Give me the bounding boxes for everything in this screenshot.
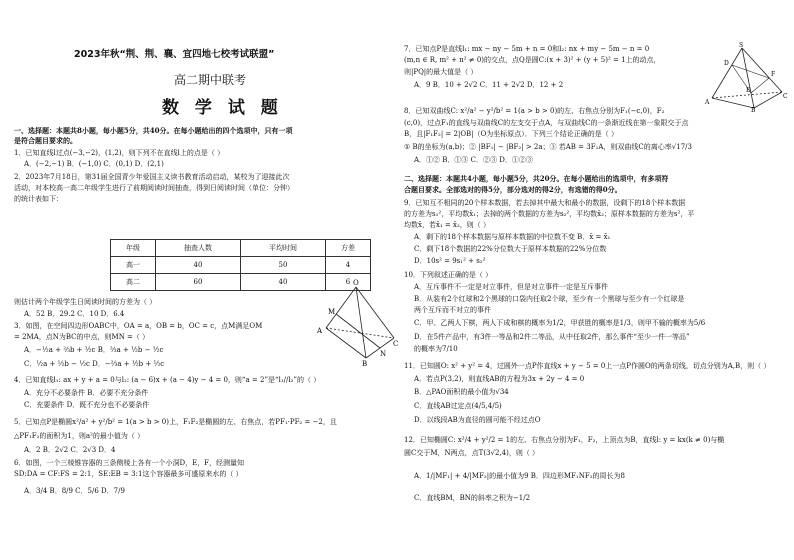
question-3: 3．如图，在空间四边形OABC中，OA = a，OB = b，OC = c，点M满足OM (14, 322, 263, 330)
question-10-option-a: A．互斥事件不一定是对立事件，但是对立事件一定是互斥事件 (414, 283, 609, 291)
question-12-option-c: C．直线BM，BN的斜率之积为−1/2 (414, 494, 531, 502)
question-11-option-d: D．以线段AB为直径的圆可能不经过点O (414, 416, 541, 424)
question-3-options-ab: A．−½a + ⅔b + ½c B．⅔a + ½b − ½c (24, 346, 164, 354)
edge-ob (356, 287, 366, 358)
fig-label: D (724, 60, 729, 67)
question-7-ask: 则|PQ|的最大值是（ ） (404, 68, 478, 76)
question-11-option-b: B．△PAO面积的最小值为√34 (414, 388, 509, 396)
question-9-cont2: 均数x̄，若x̄₁ = x̄₂，则（ ） (404, 221, 490, 229)
table-cell: 高二 (111, 274, 156, 291)
edge-ab (712, 98, 754, 108)
question-3-options-cd: C．½a + ½b − ½c D．−⅔a + ½b + ½c (24, 360, 165, 368)
table-cell: 高一 (111, 257, 156, 274)
question-1: 1．已知直线l过点(−3,−2)，(1,2)，则下列不在直线l上的点是（ ） (14, 149, 225, 157)
edge-sc (742, 48, 782, 92)
question-10-option-d-cont: 的概率为7/10 (414, 345, 458, 353)
question-9-option-c: C．剩下18个数据的22%分位数大于原样本数据的22%分位数 (414, 245, 607, 253)
question-12: 12．已知椭圆C: x²/4 + y²/2 = 1的左、右焦点分别为F₁，F₂，上顶点为B，直线l: y = kx(k ≠ 0)与椭 (404, 436, 725, 444)
table-cell: 4 (326, 257, 371, 274)
question-6: 6．如图，一个三棱锥容器的三条侧棱上各有一个小洞D，E，F，经测量知 (14, 459, 245, 467)
table-row (111, 257, 371, 274)
left-column (14, 0, 399, 560)
question-11-option-c: C．直线AB过定点(4/5,4/5) (414, 402, 502, 410)
question-2-cont: 活动，对本校高一高二年级学生进行了前期阅读时间抽查，得到日阅读时间（单位：分钟） (14, 184, 294, 192)
question-4-options-cd: C．充要条件 D．既不充分也不必要条件 (24, 401, 150, 409)
right-column (404, 0, 789, 560)
fig-label: S (739, 42, 744, 49)
exam-name: 高二期中联考 (174, 73, 247, 87)
fig-label: A (705, 99, 710, 106)
question-10-option-b: B．从装有2个红球和2个黑球的口袋内任取2个球，至少有一个黑球与至少有一个红球是 (414, 295, 685, 303)
question-9-cont: 的方差为s₁²，平均数x̄₁；去掉的两个数据的方差为s₂²，平均数x̄₂；原样本数据的方差为s²，平 (404, 210, 695, 218)
question-7-cont: (m,n ∈ R, m² + n² ≠ 0)的交点，点Q是圆C:(x + 3)² + (y + 5)² = 1上的动点， (404, 56, 661, 64)
table-cell: 6 (326, 274, 371, 291)
fig-label: C (783, 93, 788, 100)
table-header-row (111, 240, 371, 257)
question-5-options: A．2 B．2√2 C．2√3 D．4 (24, 446, 116, 454)
table-cell: 60 (156, 274, 241, 291)
table-cell: 40 (241, 274, 326, 291)
question-8: 8．已知双曲线C: x²/a² − y²/b² = 1(a > b > 0)的左、右焦点分别为F₁(−c,0)，F₂ (404, 107, 665, 115)
subject-title: 数 学 试 题 (162, 98, 283, 118)
segment-mn (336, 314, 380, 348)
question-3-cont: = 2MA，点N为BC的中点，则MN =（ ） (14, 333, 150, 341)
segment-ef (751, 78, 769, 93)
question-8-cont: (c,0)，过点F₁的直线与双曲线C的左支交于点A，与双曲线C的一条渐近线在第一象限交于点 (404, 119, 689, 127)
table-header: 年级 (111, 240, 156, 257)
question-2-cont2: 的统计表如下： (14, 195, 63, 203)
tetrahedron-figure-sabc (704, 42, 789, 112)
question-9: 9．已知互不相同的20个样本数据，若去掉其中最大和最小的数据，设剩下的18个样本数据 (404, 199, 686, 207)
question-1-options: A．(−2,−1) B．(−1,0) C．(0,1) D．(2,1) (24, 160, 164, 168)
tetrahedron-figure-oabc (314, 278, 399, 366)
question-10-option-c: C．甲、乙两人下棋，两人下成和棋的概率为1/2，甲获胜的概率是1/3，则甲不输的概率为5/6 (414, 319, 706, 327)
table-header: 方差 (326, 240, 371, 257)
table-cell: 50 (241, 257, 326, 274)
table-cell: 40 (156, 257, 241, 274)
question-7-options: A．9 B．10 + 2√2 C．11 + 2√2 D．12 + 2 (414, 81, 564, 89)
question-10-option-b-cont: 两个互斥而不对立的事件 (414, 306, 491, 314)
fig-label: C (393, 340, 399, 348)
question-4-options-ab: A．充分不必要条件 B．必要不充分条件 (24, 389, 149, 397)
question-9-option-d: D．10s² = 9s₁² + s₂² (414, 257, 486, 265)
fig-label: O (353, 279, 359, 287)
question-7: 7．已知点P是直线l₁: mx − ny − 5m + n = 0和l₂: nx + my − 5m − n = 0 (404, 45, 650, 53)
question-6-cont: SD:DA = CF:FS = 2:1，SE:EB = 3:1这个容器最多可盛原来水的（ ） (14, 470, 243, 478)
fig-label: M (328, 308, 336, 316)
question-2-ask: 则估计两个年级学生日阅读时间的方差为（ ） (14, 298, 157, 306)
question-12-cont: 圆C交于M，N两点，点T(3√2,4)，则（ ） (404, 449, 540, 457)
exam-alliance-title: 2023年秋“荆、荆、襄、宜四地七校考试联盟” (74, 49, 275, 60)
table-header: 抽查人数 (156, 240, 241, 257)
edge-oc (356, 287, 394, 338)
fig-label: F (771, 71, 776, 78)
question-5-cont: △PF₁F₂的面积为1，则a²的最小值为（ ） (14, 432, 145, 440)
question-2: 2．2023年7月18日，第31届全国青少年爱国主义读书教育活动启动，某校为了迎接此次 (14, 173, 290, 181)
question-8-options: A．①② B．①③ C．②③ D．①②③ (414, 156, 533, 164)
section-1-heading: 一、选择题：本题共8小题，每小题5分，共40分。在每小题给出的四个选项中，只有一项 (14, 126, 293, 135)
table-header: 平均时间 (241, 240, 326, 257)
question-11-option-a: A．若点P(3,2)，则直线AB的方程为3x + 2y − 4 = 0 (414, 375, 585, 383)
fig-label: E (746, 87, 751, 94)
question-5: 5．已知点P是椭圆x²/a² + y²/b² = 1(a > b > 0)上，F₁F₂是椭圆的左、右焦点，若PF₁·PF₂ = −2，且 (14, 418, 337, 426)
question-11: 11．已知圆O: x² + y² = 4，过圆外一点P作直线x + y − 5 = 0上一点P作圆O的两条切线，切点分别为A,B，则（ ） (404, 362, 771, 370)
section-1-heading-cont: 是符合题目要求的。 (14, 136, 77, 145)
question-10: 10．下列叙述正确的是（ ） (404, 271, 493, 279)
question-6-options: A．3/4 B．8/9 C．5/6 D．7/9 (24, 487, 125, 495)
question-4: 4．已知直线l₁: ax + y + a = 0与l₂: (a − 6)x + (a − 4)y − 4 = 0，则“a = 2”是“l₁//l₂”的（ ） (14, 376, 321, 384)
edge-bc (754, 92, 782, 108)
question-12-options-ab: A．1/|MF₁| + 4/|MF₂|的最小值为9 B．四边形MF₁NF₂的周长为8 (414, 472, 625, 480)
section-2-heading: 二、选择题：本题共4小题，每小题5分，共20分。在每小题给出的选项中，有多项符 (404, 174, 669, 183)
fig-label: A (317, 327, 323, 335)
fig-label: N (380, 350, 387, 358)
fig-label: B (751, 107, 756, 112)
question-8-statements: ① B的坐标为(a,b)；② |BF₁| − |BF₂| > 2a；③ 若AB = 3F₁A，则双曲线C的离心率√17/3 (404, 143, 692, 151)
edge-sb (742, 48, 754, 108)
question-2-options: A．52 B．29.2 C．10 D．6.4 (24, 310, 125, 318)
fig-label: B (362, 360, 368, 366)
question-9-options-ab: A．剩下的18个样本数据与原样本数据的中位数不变 B．x̄ = x̄₁ (414, 233, 611, 241)
question-8-cont2: B，且|F₁F₂| = 2|OB|（O为坐标原点）．下列三个结论正确的是（ ） (404, 130, 619, 138)
section-2-heading-cont: 合题目要求。全部选对的得5分，部分选对的得2分，有选错的得0分。 (404, 185, 622, 194)
question-10-option-d: D．在5件产品中，有3件一等品和2件二等品，从中任取2件，那么事件“至少一件一等品” (414, 333, 690, 341)
